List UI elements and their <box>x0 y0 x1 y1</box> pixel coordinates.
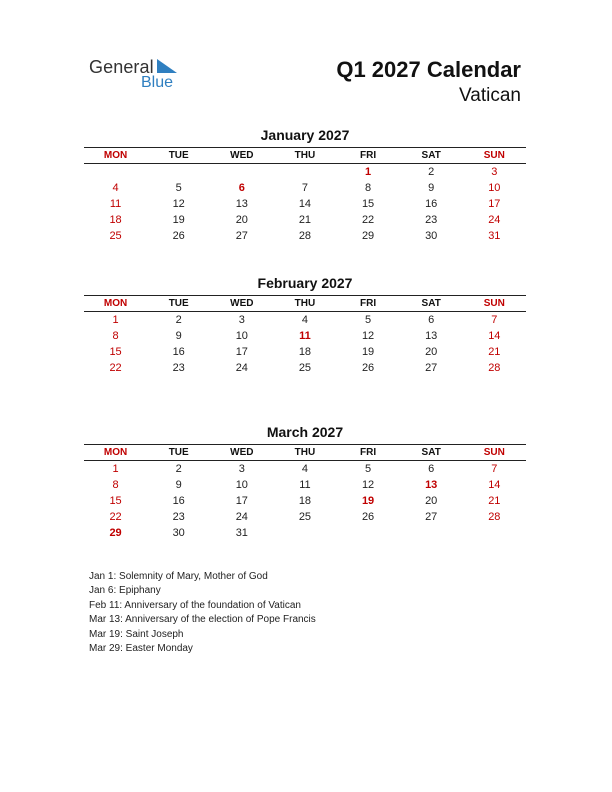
day-cell: 19 <box>361 346 375 358</box>
day-cell: 7 <box>301 182 308 194</box>
day-cell: 4 <box>301 314 308 326</box>
day-cell: 11 <box>299 330 311 342</box>
day-cell <box>147 164 210 180</box>
day-cell <box>400 525 463 541</box>
day-cell: 6 <box>428 314 435 326</box>
week-row <box>84 228 526 244</box>
day-cell: 23 <box>172 362 185 374</box>
day-cell: 8 <box>112 479 119 491</box>
day-cell: 9 <box>175 479 182 491</box>
weekday-header: FRI <box>360 150 377 161</box>
day-cell: 11 <box>299 479 311 491</box>
day-cell: 2 <box>428 166 435 178</box>
week-row <box>84 328 526 344</box>
day-cell: 27 <box>425 511 438 523</box>
day-cell: 25 <box>298 511 312 523</box>
day-cell: 23 <box>425 214 438 226</box>
page-title: Q1 2027 Calendar <box>336 57 521 82</box>
day-cell <box>337 525 400 541</box>
day-cell <box>273 525 336 541</box>
week-row <box>84 196 526 212</box>
month-name: March 2027 <box>266 424 344 440</box>
weekday-header: SAT <box>421 447 441 458</box>
weekday-header: SUN <box>483 150 505 161</box>
week-row <box>84 360 526 376</box>
day-cell: 15 <box>109 346 122 358</box>
day-cell: 15 <box>361 198 375 210</box>
day-cell <box>210 164 273 180</box>
day-cell: 18 <box>298 346 312 358</box>
day-cell: 15 <box>109 495 122 507</box>
day-cell: 6 <box>238 182 245 194</box>
month-name: February 2027 <box>257 275 353 291</box>
holiday-item: Mar 29: Easter Monday <box>89 643 193 655</box>
day-cell: 2 <box>175 463 182 475</box>
day-cell: 28 <box>488 511 501 523</box>
day-cell: 20 <box>425 346 438 358</box>
day-cell: 18 <box>109 214 122 226</box>
week-row <box>84 212 526 228</box>
week-row <box>84 493 526 509</box>
day-cell: 25 <box>298 362 312 374</box>
day-cell: 3 <box>491 166 498 178</box>
country-name: Vatican <box>459 85 521 106</box>
weekday-header: FRI <box>360 447 377 458</box>
day-cell: 4 <box>301 463 308 475</box>
day-cell: 24 <box>488 214 501 226</box>
day-cell: 21 <box>488 346 501 358</box>
day-cell: 17 <box>488 198 501 210</box>
weekday-header: SAT <box>421 298 441 309</box>
day-cell: 19 <box>172 214 185 226</box>
day-cell: 26 <box>361 511 375 523</box>
weekday-header-row <box>84 444 526 461</box>
weekday-header: MON <box>103 447 128 458</box>
weekday-header: SUN <box>483 447 505 458</box>
week-row <box>84 525 526 541</box>
day-cell <box>84 164 147 180</box>
day-cell: 25 <box>109 230 122 242</box>
weekday-header-row <box>84 295 526 312</box>
day-cell: 8 <box>112 330 119 342</box>
week-row <box>84 344 526 360</box>
day-cell: 26 <box>172 230 185 242</box>
month-name: January 2027 <box>260 127 350 143</box>
day-cell: 27 <box>425 362 438 374</box>
day-cell: 22 <box>361 214 375 226</box>
day-cell: 20 <box>425 495 438 507</box>
week-row <box>84 312 526 328</box>
weekday-header: SAT <box>421 150 441 161</box>
month-block <box>84 274 526 376</box>
day-cell: 13 <box>235 198 248 210</box>
day-cell: 12 <box>361 479 375 491</box>
holiday-item: Feb 11: Anniversary of the foundation of Vatican <box>89 599 301 611</box>
month-block <box>84 126 526 244</box>
week-row <box>84 509 526 525</box>
day-cell: 20 <box>235 214 248 226</box>
day-cell: 12 <box>172 198 185 210</box>
holiday-item: Jan 6: Epiphany <box>89 585 161 597</box>
day-cell: 2 <box>175 314 182 326</box>
day-cell: 10 <box>488 182 501 194</box>
week-row <box>84 477 526 493</box>
day-cell: 17 <box>235 346 248 358</box>
day-cell: 21 <box>488 495 501 507</box>
day-cell: 3 <box>238 314 245 326</box>
day-cell: 17 <box>235 495 248 507</box>
day-cell <box>273 164 336 180</box>
day-cell: 4 <box>112 182 119 194</box>
day-cell: 18 <box>298 495 312 507</box>
day-cell: 29 <box>361 230 375 242</box>
logo-blue-text: Blue <box>141 74 174 91</box>
logo-flag-icon <box>157 59 177 73</box>
day-cell: 10 <box>235 330 248 342</box>
day-cell: 28 <box>488 362 501 374</box>
day-cell: 30 <box>172 527 185 539</box>
week-row <box>84 461 526 477</box>
day-cell: 1 <box>112 314 119 326</box>
day-cell: 31 <box>488 230 501 242</box>
weekday-header: TUE <box>168 298 189 309</box>
weekday-header: WED <box>230 447 254 458</box>
day-cell: 5 <box>365 314 372 326</box>
day-cell: 10 <box>235 479 248 491</box>
day-cell: 1 <box>112 463 119 475</box>
day-cell: 23 <box>172 511 185 523</box>
day-cell: 7 <box>491 314 498 326</box>
day-cell: 16 <box>172 346 185 358</box>
day-cell: 26 <box>361 362 375 374</box>
day-cell: 13 <box>425 330 438 342</box>
day-cell: 7 <box>491 463 498 475</box>
holiday-item: Jan 1: Solemnity of Mary, Mother of God <box>89 571 268 582</box>
day-cell: 27 <box>235 230 248 242</box>
weekday-header: MON <box>103 298 128 309</box>
day-cell: 16 <box>172 495 185 507</box>
day-cell: 6 <box>428 463 435 475</box>
week-row <box>84 180 526 196</box>
day-cell: 9 <box>428 182 435 194</box>
weekday-header: WED <box>230 298 254 309</box>
day-cell: 19 <box>361 495 375 507</box>
weekday-header: THU <box>294 447 316 458</box>
day-cell: 28 <box>298 230 312 242</box>
holiday-list <box>89 570 316 656</box>
day-cell: 9 <box>175 330 182 342</box>
day-cell: 14 <box>488 330 501 342</box>
day-cell: 12 <box>361 330 375 342</box>
logo-general-text: General <box>89 57 154 77</box>
month-block <box>84 423 526 541</box>
day-cell: 24 <box>235 511 248 523</box>
day-cell: 22 <box>109 511 122 523</box>
weekday-header: THU <box>294 150 316 161</box>
weekday-header: TUE <box>168 447 189 458</box>
weekday-header: SUN <box>483 298 505 309</box>
weekday-header: MON <box>103 150 128 161</box>
day-cell: 24 <box>235 362 248 374</box>
week-row <box>84 164 526 180</box>
day-cell: 14 <box>488 479 501 491</box>
weekday-header: FRI <box>360 298 377 309</box>
day-cell: 14 <box>298 198 312 210</box>
day-cell: 31 <box>235 527 248 539</box>
day-cell: 5 <box>175 182 182 194</box>
day-cell: 3 <box>238 463 245 475</box>
weekday-header: THU <box>294 298 316 309</box>
day-cell: 30 <box>425 230 438 242</box>
day-cell: 8 <box>365 182 372 194</box>
day-cell: 11 <box>109 198 122 210</box>
holiday-item: Mar 19: Saint Joseph <box>89 628 184 640</box>
holiday-item: Mar 13: Anniversary of the election of Pope Francis <box>89 614 316 626</box>
day-cell: 5 <box>365 463 372 475</box>
logo <box>89 57 199 93</box>
day-cell: 29 <box>109 527 122 539</box>
day-cell <box>463 525 526 541</box>
day-cell: 22 <box>109 362 122 374</box>
day-cell: 21 <box>298 214 312 226</box>
weekday-header: TUE <box>168 150 189 161</box>
weekday-header-row <box>84 147 526 164</box>
day-cell: 13 <box>425 479 438 491</box>
day-cell: 1 <box>365 166 372 178</box>
day-cell: 16 <box>425 198 438 210</box>
weekday-header: WED <box>230 150 254 161</box>
